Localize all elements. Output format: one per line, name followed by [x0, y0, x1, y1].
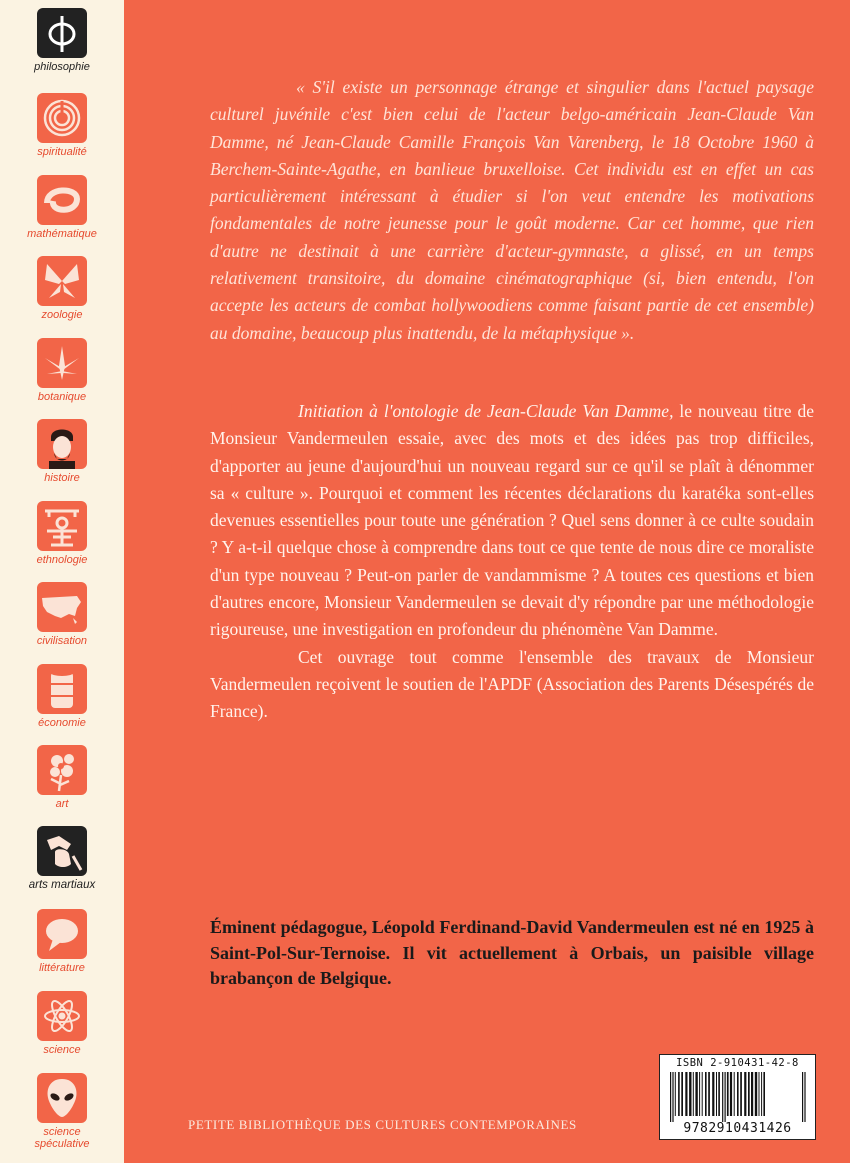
category-label: zoologie — [41, 309, 83, 321]
category-ethnologie — [0, 501, 124, 566]
category-science — [0, 991, 124, 1056]
barrel-icon — [37, 664, 87, 714]
category-label: civilisation — [36, 635, 88, 647]
phi-icon — [37, 8, 87, 58]
mobius-icon — [37, 175, 87, 225]
book-title: Initiation à l'ontologie de Jean-Claude Van Damme, — [298, 401, 674, 421]
portrait-icon — [37, 419, 87, 469]
barcode — [659, 1054, 816, 1140]
category-civilisation — [0, 582, 124, 647]
category-label: littérature — [39, 962, 85, 974]
category-art — [0, 745, 124, 810]
quote-block — [210, 74, 814, 347]
category-spiritualite — [0, 93, 124, 158]
category-economie — [0, 664, 124, 729]
category-philosophie — [0, 8, 124, 73]
category-label: spiritualité — [37, 146, 87, 158]
glyph-icon — [37, 501, 87, 551]
description-block — [210, 398, 814, 726]
collection-name: PETITE BIBLIOTHÈQUE DES CULTURES CONTEMPORAINES — [188, 1117, 577, 1132]
category-sidebar — [0, 0, 124, 1163]
barcode-number: 9782910431426 — [683, 1121, 792, 1136]
category-label: art — [55, 798, 69, 810]
butterfly-icon — [37, 256, 87, 306]
labyrinth-icon — [37, 93, 87, 143]
fist-icon — [37, 826, 87, 876]
isbn-text: ISBN 2-910431-42-8 — [676, 1057, 799, 1069]
leaf-icon — [37, 338, 87, 388]
category-label: science — [43, 1044, 81, 1056]
flower-icon — [37, 745, 87, 795]
category-label: mathématique — [27, 228, 97, 240]
category-arts-martiaux — [0, 826, 124, 891]
usa-map-icon — [37, 582, 87, 632]
category-botanique — [0, 338, 124, 403]
barcode-bars — [668, 1072, 808, 1122]
category-label: philosophie — [34, 61, 90, 73]
category-litterature — [0, 909, 124, 974]
category-zoologie — [0, 256, 124, 321]
quote-text: « S'il existe un personnage étrange et singulier dans l'actuel paysage culturel juvénile c'est bien celui de l'acteur belgo-américain Jean-Claude Van Damme, né Jean-Claude Camille François Van Varenberg, le 18 Octobre 1960 à Berchem-Sainte-Agathe, en banlieue bruxelloise. Cet individu est en effet un cas particulièrement intéressant à étudier si l'on veut entendre les motivations fondamentales de notre jeunesse pour le goût moderne. Car cet homme, que rien d'autre ne destinait à une carrière d'acteur-gymnaste, a glissé, en un temps relativement transitoire, du domaine cinématographique (si, bien entendu, l'on accepte les acteurs de combat hollywoodiens comme faisant partie de cet ensemble) au domaine, beaucoup plus inattendu, de la métaphysique ». — [210, 77, 814, 343]
description-paragraph-1: Initiation à l'ontologie de Jean-Claude Van Damme, le nouveau titre de Monsieur Vandermeulen essaie, avec des mots et des idées pas trop difficiles, d'apporter au jeune d'aujourd'hui un nouveau regard sur ce qu'il se plaît à dénommer sa « culture ». Pourquoi et comment les récentes déclarations du karatéka sont-elles devenues essentielles pour toute une génération ? Quel sens donner à ce culte soudain ? Y a-t-il quelque chose à comprendre dans tout ce que tente de nous dire ce moraliste d'un type nouveau ? Peut-on parler de vandammisme ? A toutes ces questions et bien d'autres encore, Monsieur Vandermeulen se devait d'y répondre par une méthodologie rigoureuse, une investigation en profondeur du phénomène Van Damme. — [210, 401, 814, 640]
category-science-speculative — [0, 1073, 124, 1150]
category-label: arts martiaux — [28, 879, 96, 891]
category-label: ethnologie — [36, 554, 88, 566]
category-label: botanique — [37, 391, 87, 403]
category-mathematique — [0, 175, 124, 240]
category-label: économie — [38, 717, 86, 729]
category-label: histoire — [44, 472, 80, 484]
category-label: science spéculative — [34, 1126, 90, 1150]
category-histoire — [0, 419, 124, 484]
atom-icon — [37, 991, 87, 1041]
alien-icon — [37, 1073, 87, 1123]
speech-bubble-icon — [37, 909, 87, 959]
description-paragraph-2: Cet ouvrage tout comme l'ensemble des travaux de Monsieur Vandermeulen reçoivent le soutien de l'APDF (Association des Parents Désespérés de France). — [210, 646, 814, 722]
author-bio: Éminent pédagogue, Léopold Ferdinand-David Vandermeulen est né en 1925 à Saint-Pol-Sur-Ternoise. Il vit actuellement à Orbais, un paisible village brabançon de Belgique. — [210, 917, 814, 988]
